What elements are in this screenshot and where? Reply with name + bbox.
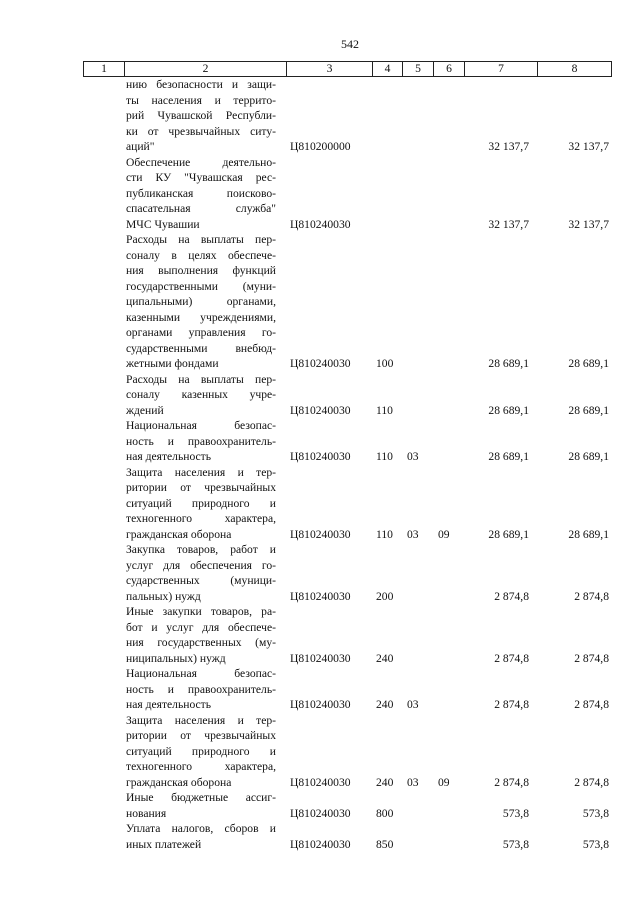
table-row xyxy=(0,666,640,713)
description-line: техногенного характера, xyxy=(126,760,276,773)
description-line: нию безопасности и защи- xyxy=(126,78,276,91)
table-row xyxy=(0,790,640,821)
amount-2021-cell: 28 689,1 xyxy=(488,357,529,370)
description-line: соналу в целях обеспече- xyxy=(126,248,276,262)
expense-type-cell: 240 xyxy=(376,775,394,789)
description-line: ситуаций природного и xyxy=(126,744,276,758)
description-line: ниципальных) нужд xyxy=(126,651,226,665)
amount-2022-cell: 28 689,1 xyxy=(568,527,609,541)
amount-2022-cell: 28 689,1 xyxy=(568,450,609,463)
section-cell: 03 xyxy=(407,527,419,541)
table-row xyxy=(0,77,640,155)
description-line: соналу казенных учре- xyxy=(126,388,276,401)
description-line: казенными учреждениями, xyxy=(126,310,276,324)
target-code-cell: Ц810240030 xyxy=(290,527,351,541)
row-description xyxy=(126,418,276,465)
target-code-cell: Ц810240030 xyxy=(290,357,351,370)
description-line: гражданская оборона xyxy=(126,775,232,789)
amount-2022-cell: 573,8 xyxy=(582,806,609,820)
description-line: ния государственных (му- xyxy=(126,636,276,649)
target-code-cell: Ц810240030 xyxy=(290,775,351,789)
target-code-cell: Ц810200000 xyxy=(290,140,351,153)
description-line: аций" xyxy=(126,140,155,153)
amount-2021-cell: 573,8 xyxy=(502,837,529,851)
column-header-row xyxy=(84,62,612,77)
amount-2021-cell: 2 874,8 xyxy=(494,589,529,603)
amount-2021-cell: 573,8 xyxy=(502,806,529,820)
amount-2021-cell: 28 689,1 xyxy=(488,527,529,541)
table-row xyxy=(0,465,640,543)
row-description xyxy=(126,232,276,372)
description-line: пальных) нужд xyxy=(126,589,201,603)
expense-type-cell: 800 xyxy=(376,806,394,820)
table-row xyxy=(0,418,640,465)
description-line: Национальная безопас- xyxy=(126,667,276,680)
description-line: жетными фондами xyxy=(126,357,219,370)
target-code-cell: Ц810240030 xyxy=(290,651,351,665)
amount-2021-cell: 2 874,8 xyxy=(494,775,529,789)
amount-2022-cell: 2 874,8 xyxy=(574,775,609,789)
description-line: государственными (муни- xyxy=(126,279,276,293)
amount-2022-cell: 28 689,1 xyxy=(568,403,609,417)
table-row xyxy=(0,542,640,604)
amount-2021-cell: 2 874,8 xyxy=(494,651,529,665)
expense-type-cell: 850 xyxy=(376,837,394,851)
description-line: ность и правоохранитель- xyxy=(126,434,276,448)
description-line: ная деятельность xyxy=(126,698,212,711)
expense-type-cell: 110 xyxy=(376,403,393,417)
row-description xyxy=(126,77,276,155)
description-line: иных платежей xyxy=(126,837,202,851)
amount-2022-cell: 28 689,1 xyxy=(568,357,609,370)
description-line: Закупка товаров, работ и xyxy=(126,543,276,556)
row-description xyxy=(126,821,276,852)
description-line: сти КУ "Чувашская рес- xyxy=(126,171,276,184)
column-header: 5 xyxy=(403,62,434,77)
description-line: сударственных (муници- xyxy=(126,574,276,587)
description-line: ритории от чрезвычайных xyxy=(126,729,276,742)
description-line: ния выполнения функций xyxy=(126,264,276,277)
expense-type-cell: 200 xyxy=(376,589,394,603)
amount-2021-cell: 28 689,1 xyxy=(488,403,529,417)
description-line: Иные бюджетные ассиг- xyxy=(126,791,276,804)
row-description xyxy=(126,542,276,604)
target-code-cell: Ц810240030 xyxy=(290,217,351,231)
description-line: ная деятельность xyxy=(126,450,212,463)
subsection-cell: 09 xyxy=(438,775,450,789)
description-line: бот и услуг для обеспече- xyxy=(126,620,276,634)
description-line: МЧС Чувашии xyxy=(126,217,200,231)
description-line: услуг для обеспечения го- xyxy=(126,558,276,572)
amount-2022-cell: 573,8 xyxy=(582,837,609,851)
description-line: ситуаций природного и xyxy=(126,496,276,510)
amount-2022-cell: 2 874,8 xyxy=(574,589,609,603)
column-header: 1 xyxy=(84,62,125,77)
description-line: техногенного характера, xyxy=(126,512,276,525)
target-code-cell: Ц810240030 xyxy=(290,589,351,603)
row-description xyxy=(126,713,276,791)
description-line: органами управления го- xyxy=(126,326,276,339)
amount-2021-cell: 32 137,7 xyxy=(488,140,529,153)
description-line: ципальными) органами, xyxy=(126,295,276,308)
target-code-cell: Ц810240030 xyxy=(290,698,351,711)
row-description xyxy=(126,155,276,233)
column-header: 3 xyxy=(287,62,373,77)
expense-type-cell: 110 xyxy=(376,450,393,463)
table-row xyxy=(0,372,640,419)
description-line: Защита населения и тер- xyxy=(126,713,276,727)
description-line: рий Чувашской Республи- xyxy=(126,109,276,122)
page-number: 542 xyxy=(341,37,359,51)
description-line: ки от чрезвычайных ситу- xyxy=(126,124,276,138)
expense-type-cell: 240 xyxy=(376,651,394,665)
description-line: гражданская оборона xyxy=(126,527,232,541)
target-code-cell: Ц810240030 xyxy=(290,837,351,851)
description-line: сударственными внебюд- xyxy=(126,341,276,355)
description-line: Расходы на выплаты пер- xyxy=(126,372,276,386)
column-header: 7 xyxy=(465,62,538,77)
amount-2022-cell: 2 874,8 xyxy=(574,698,609,711)
section-cell: 03 xyxy=(407,698,419,711)
row-description xyxy=(126,790,276,821)
table-row xyxy=(0,155,640,233)
description-line: спасательная служба" xyxy=(126,202,276,215)
table-row xyxy=(0,713,640,791)
description-line: Национальная безопас- xyxy=(126,419,276,432)
column-header: 6 xyxy=(434,62,465,77)
amount-2021-cell: 32 137,7 xyxy=(488,217,529,231)
description-line: ты населения и террито- xyxy=(126,93,276,107)
table-row xyxy=(0,821,640,852)
amount-2021-cell: 2 874,8 xyxy=(494,698,529,711)
description-line: ритории от чрезвычайных xyxy=(126,481,276,494)
row-description xyxy=(126,666,276,713)
column-header: 8 xyxy=(538,62,612,77)
amount-2022-cell: 32 137,7 xyxy=(568,217,609,231)
row-description xyxy=(126,465,276,543)
table-row xyxy=(0,232,640,372)
target-code-cell: Ц810240030 xyxy=(290,450,351,463)
row-description xyxy=(126,604,276,666)
description-line: нования xyxy=(126,806,167,820)
description-line: Защита населения и тер- xyxy=(126,465,276,479)
expense-type-cell: 110 xyxy=(376,527,393,541)
target-code-cell: Ц810240030 xyxy=(290,403,351,417)
description-line: Иные закупки товаров, ра- xyxy=(126,605,276,618)
table-row xyxy=(0,604,640,666)
expense-type-cell: 100 xyxy=(376,357,394,370)
description-line: публиканская поисково- xyxy=(126,186,276,200)
expense-type-cell: 240 xyxy=(376,698,394,711)
row-description xyxy=(126,372,276,419)
description-line: Обеспечение деятельно- xyxy=(126,155,276,169)
amount-2021-cell: 28 689,1 xyxy=(488,450,529,463)
column-header: 2 xyxy=(125,62,287,77)
column-header: 4 xyxy=(373,62,403,77)
section-cell: 03 xyxy=(407,775,419,789)
description-line: ность и правоохранитель- xyxy=(126,682,276,696)
column-header-table xyxy=(83,61,612,77)
description-line: Уплата налогов, сборов и xyxy=(126,822,276,835)
target-code-cell: Ц810240030 xyxy=(290,806,351,820)
budget-table-body xyxy=(0,77,640,852)
description-line: Расходы на выплаты пер- xyxy=(126,233,276,246)
amount-2022-cell: 32 137,7 xyxy=(568,140,609,153)
amount-2022-cell: 2 874,8 xyxy=(574,651,609,665)
subsection-cell: 09 xyxy=(438,527,450,541)
section-cell: 03 xyxy=(407,450,419,463)
description-line: ждений xyxy=(126,403,164,417)
